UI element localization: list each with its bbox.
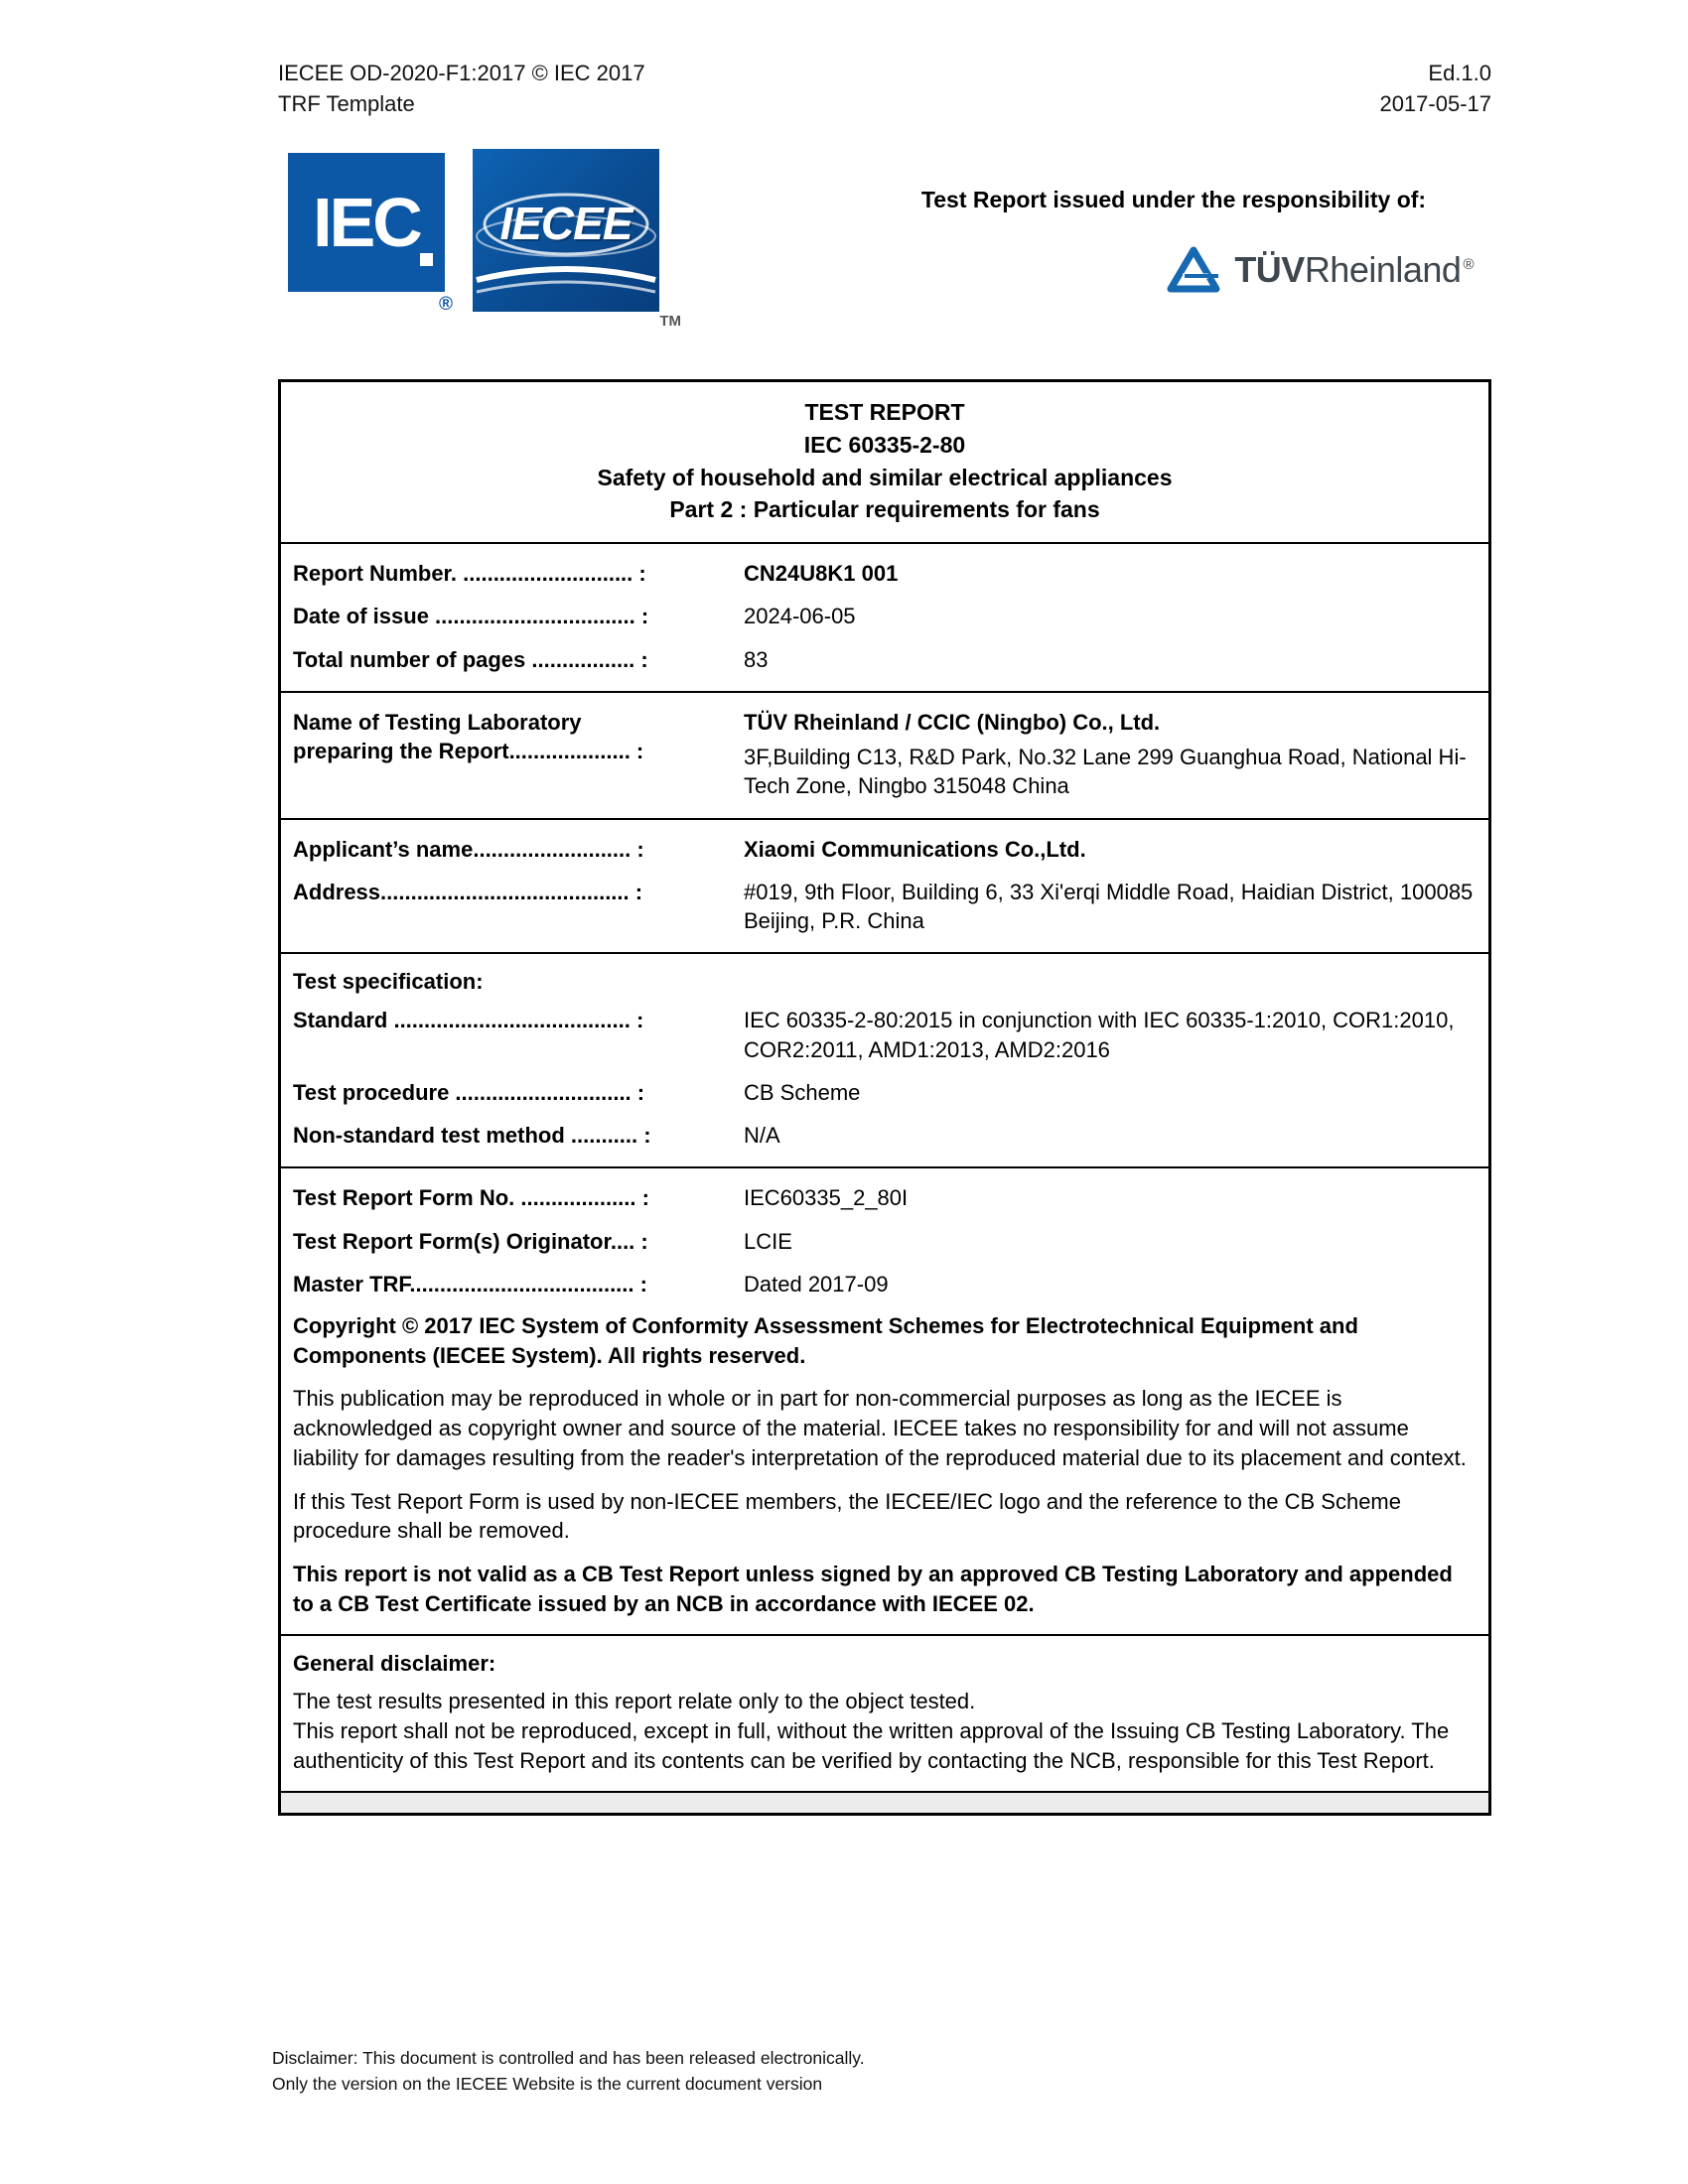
field-label <box>293 708 742 801</box>
report-title-line4: Part 2 : Particular requirements for fans <box>669 496 1100 523</box>
iec-logo <box>288 153 453 316</box>
lab-address: 3F,Building C13, R&D Park, No.32 Lane 299 Guanghua Road, National Hi-Tech Zone, Ningbo 315048 China <box>744 745 1467 799</box>
field-value: N/A <box>744 1123 780 1149</box>
general-disclaimer-heading: General disclaimer: <box>293 1651 496 1677</box>
tuv-triangle-icon <box>1165 243 1222 297</box>
field-row-date-of-issue <box>281 595 1488 637</box>
field-label: Master TRF..................................... : <box>293 1271 647 1297</box>
general-disclaimer-paragraph: This report shall not be reproduced, except in full, without the written approval of the Issuing CB Testing Laboratory. The authenticity of this Test Report and its contents can be verified by contacting the NCB, responsible for this Test Report. <box>293 1717 1450 1773</box>
field-row-report-number <box>281 552 1488 595</box>
field-label: Total number of pages ................. : <box>293 646 648 672</box>
field-row-master-trf <box>281 1263 1488 1305</box>
copyright-reproduction-paragraph: This publication may be reproduced in whole or in part for non-commercial purposes as long as the IECEE is acknowledged as copyright owner and source of the material. IECEE takes no responsibility for and will not assume liability for damages resulting from the reader's interpretation of the reproduced material due to its placement and context. <box>293 1386 1467 1470</box>
field-row-applicant-name <box>281 828 1488 871</box>
validity-paragraph: This report is not valid as a CB Test Report unless signed by an approved CB Testing Laboratory and appended to a CB Test Certificate issued by an NCB in accordance with IECEE 02. <box>293 1561 1453 1616</box>
logo-band <box>278 153 1491 361</box>
document-page <box>278 58 1491 1816</box>
iecee-logo <box>473 149 681 331</box>
field-value: CB Scheme <box>744 1079 861 1105</box>
test-spec-heading: Test specification: <box>293 969 484 995</box>
iecee-logo-box <box>473 149 659 312</box>
testing-lab-section <box>281 691 1488 818</box>
field-label: Test procedure ............................. : <box>293 1079 645 1105</box>
field-value: LCIE <box>744 1228 792 1254</box>
iecee-logo-text: IECEE <box>499 198 633 250</box>
field-value: 83 <box>744 646 769 672</box>
field-label: Standard ....................................... : <box>293 1008 644 1033</box>
field-label: Report Number. ............................ : <box>293 561 646 587</box>
responsibility-block <box>856 187 1491 297</box>
lab-label-line1: Name of Testing Laboratory <box>293 709 582 735</box>
tuv-registered-mark: ® <box>1463 256 1474 274</box>
header-date: 2017-05-17 <box>1379 91 1491 117</box>
footer-disclaimer <box>272 2045 865 2098</box>
iecee-tm-mark: TM <box>659 313 681 331</box>
field-label: Address......................................... : <box>293 879 643 904</box>
field-value <box>742 708 1477 801</box>
field-label: Date of issue ................................. : <box>293 604 649 629</box>
field-value: Xiaomi Communications Co.,Ltd. <box>744 836 1086 862</box>
general-disclaimer-section <box>281 1634 1488 1791</box>
test-report-table <box>278 379 1491 1816</box>
report-id-section <box>281 542 1488 691</box>
iec-logo-box <box>288 153 445 292</box>
test-spec-section <box>281 952 1488 1166</box>
iec-registered-mark: ® <box>439 294 453 316</box>
field-row-test-procedure <box>281 1071 1488 1114</box>
field-row-trf-originator <box>281 1220 1488 1263</box>
report-title-line2: IEC 60335-2-80 <box>803 432 966 459</box>
field-value: 2024-06-05 <box>744 604 856 629</box>
copyright-heading: Copyright © 2017 IEC System of Conformity Assessment Schemes for Electrotechnical Equipment and Components (IECEE System). All rights reserved. <box>293 1313 1358 1368</box>
header-right <box>1379 58 1491 119</box>
iec-logo-dot <box>420 253 433 266</box>
field-row-testing-lab <box>281 701 1488 808</box>
empty-bottom-row <box>281 1791 1488 1813</box>
field-label: Non-standard test method ........... : <box>293 1123 651 1149</box>
report-title-line1: TEST REPORT <box>804 399 965 426</box>
responsibility-text: Test Report issued under the responsibility of: <box>920 187 1427 213</box>
field-value: Dated 2017-09 <box>744 1271 889 1297</box>
field-row-nonstandard-method <box>281 1114 1488 1157</box>
page-header <box>278 58 1491 119</box>
field-value: #019, 9th Floor, Building 6, 33 Xi'erqi Middle Road, Haidian District, 100085 Beijing, P.R. China <box>744 879 1474 934</box>
footer-line2: Only the version on the IECEE Website is the current document version <box>272 2074 823 2095</box>
report-title-block <box>281 382 1488 542</box>
lab-label-line2: preparing the Report.................... : <box>293 739 644 764</box>
field-value: CN24U8K1 001 <box>744 561 899 587</box>
field-label: Applicant’s name.......................... : <box>293 836 644 862</box>
field-row-applicant-address <box>281 871 1488 943</box>
field-value: IEC 60335-2-80:2015 in conjunction with IEC 60335-1:2010, COR1:2010, COR2:2011, AMD1:2013, AMD2:2016 <box>744 1008 1455 1062</box>
field-row-trf-number <box>281 1176 1488 1219</box>
field-label: Test Report Form(s) Originator.... : <box>293 1228 648 1254</box>
field-label: Test Report Form No. ................... : <box>293 1185 649 1211</box>
header-template-id: IECEE OD-2020-F1:2017 © IEC 2017 <box>278 61 645 85</box>
field-row-total-pages <box>281 638 1488 681</box>
footer-line1: Disclaimer: This document is controlled and has been released electronically. <box>272 2048 865 2068</box>
tuv-logo-text-rest: Rheinland <box>1304 249 1462 291</box>
tuv-rheinland-logo <box>856 243 1491 297</box>
field-row-standard <box>281 999 1488 1071</box>
tuv-logo-text <box>1234 249 1474 291</box>
header-left <box>278 58 645 119</box>
applicant-section <box>281 818 1488 953</box>
header-template-name: TRF Template <box>278 91 415 117</box>
field-value: IEC60335_2_80I <box>744 1185 909 1211</box>
header-edition: Ed.1.0 <box>1428 61 1491 85</box>
non-iecee-paragraph: If this Test Report Form is used by non-IECEE members, the IECEE/IEC logo and the reference to the CB Scheme procedure shall be removed. <box>293 1488 1401 1544</box>
general-disclaimer-line1: The test results presented in this report relate only to the object tested. <box>293 1689 976 1714</box>
lab-name: TÜV Rheinland / CCIC (Ningbo) Co., Ltd. <box>744 709 1161 735</box>
iec-logo-text: IEC <box>313 184 420 262</box>
form-info-section <box>281 1166 1488 1634</box>
report-title-line3: Safety of household and similar electrical appliances <box>597 464 1173 490</box>
tuv-logo-text-bold: TÜV <box>1234 249 1305 291</box>
